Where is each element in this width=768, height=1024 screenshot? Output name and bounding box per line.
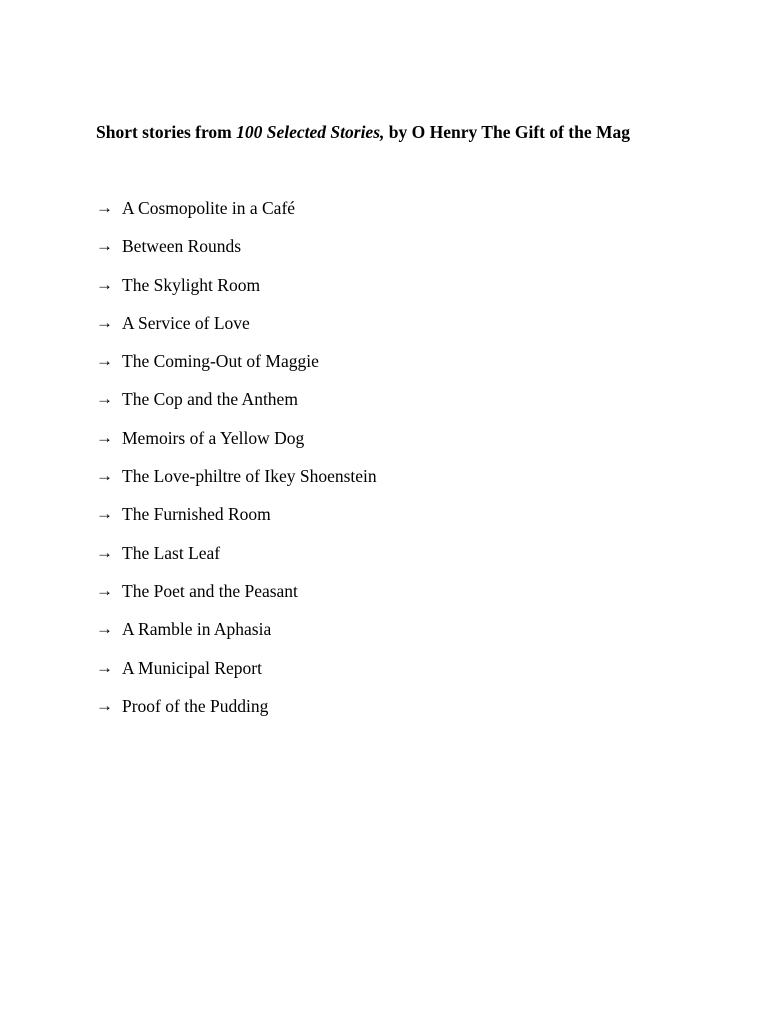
story-title: A Municipal Report: [122, 657, 262, 678]
arrow-icon: →: [96, 427, 113, 447]
heading-book-title: 100 Selected Stories,: [236, 122, 385, 142]
story-title: The Cop and the Anthem: [122, 389, 298, 410]
arrow-icon: →: [96, 695, 113, 715]
story-title: A Service of Love: [122, 312, 250, 333]
story-item: [96, 618, 377, 656]
story-title: The Skylight Room: [122, 274, 261, 295]
arrow-icon: →: [96, 657, 113, 677]
story-item: [96, 197, 377, 235]
story-title: The Poet and the Peasant: [122, 580, 298, 601]
story-item: [96, 388, 377, 426]
story-title: Memoirs of a Yellow Dog: [122, 427, 305, 448]
arrow-icon: →: [96, 619, 113, 639]
story-title: Proof of the Pudding: [122, 695, 269, 716]
story-item: [96, 312, 377, 350]
document-heading: [96, 121, 756, 143]
arrow-icon: →: [96, 312, 113, 332]
story-item: [96, 542, 377, 580]
story-title: The Last Leaf: [122, 542, 221, 563]
arrow-icon: →: [96, 198, 113, 217]
story-title: Between Rounds: [122, 236, 242, 257]
story-item: [96, 427, 377, 465]
story-item: [96, 350, 377, 388]
story-title: The Love-philtre of Ikey Shoenstein: [122, 466, 377, 487]
story-item: [96, 695, 377, 733]
arrow-icon: →: [96, 274, 113, 294]
arrow-icon: →: [96, 580, 113, 600]
arrow-icon: →: [96, 542, 113, 562]
story-title: The Furnished Room: [122, 504, 271, 525]
arrow-icon: →: [96, 351, 113, 371]
story-item: [96, 657, 377, 695]
heading-suffix: by O Henry The Gift of the Mag: [384, 122, 631, 142]
heading-prefix: Short stories from: [96, 122, 237, 142]
arrow-icon: →: [96, 504, 113, 524]
story-item: [96, 503, 377, 541]
story-item: [96, 580, 377, 618]
story-item: [96, 465, 377, 503]
story-title: The Coming-Out of Maggie: [122, 351, 319, 372]
story-item: [96, 235, 377, 273]
arrow-icon: →: [96, 236, 113, 256]
story-title: A Cosmopolite in a Café: [122, 198, 296, 218]
arrow-icon: →: [96, 389, 113, 409]
story-title: A Ramble in Aphasia: [122, 619, 272, 640]
story-list: [96, 197, 377, 733]
arrow-icon: →: [96, 466, 113, 486]
story-item: [96, 274, 377, 312]
